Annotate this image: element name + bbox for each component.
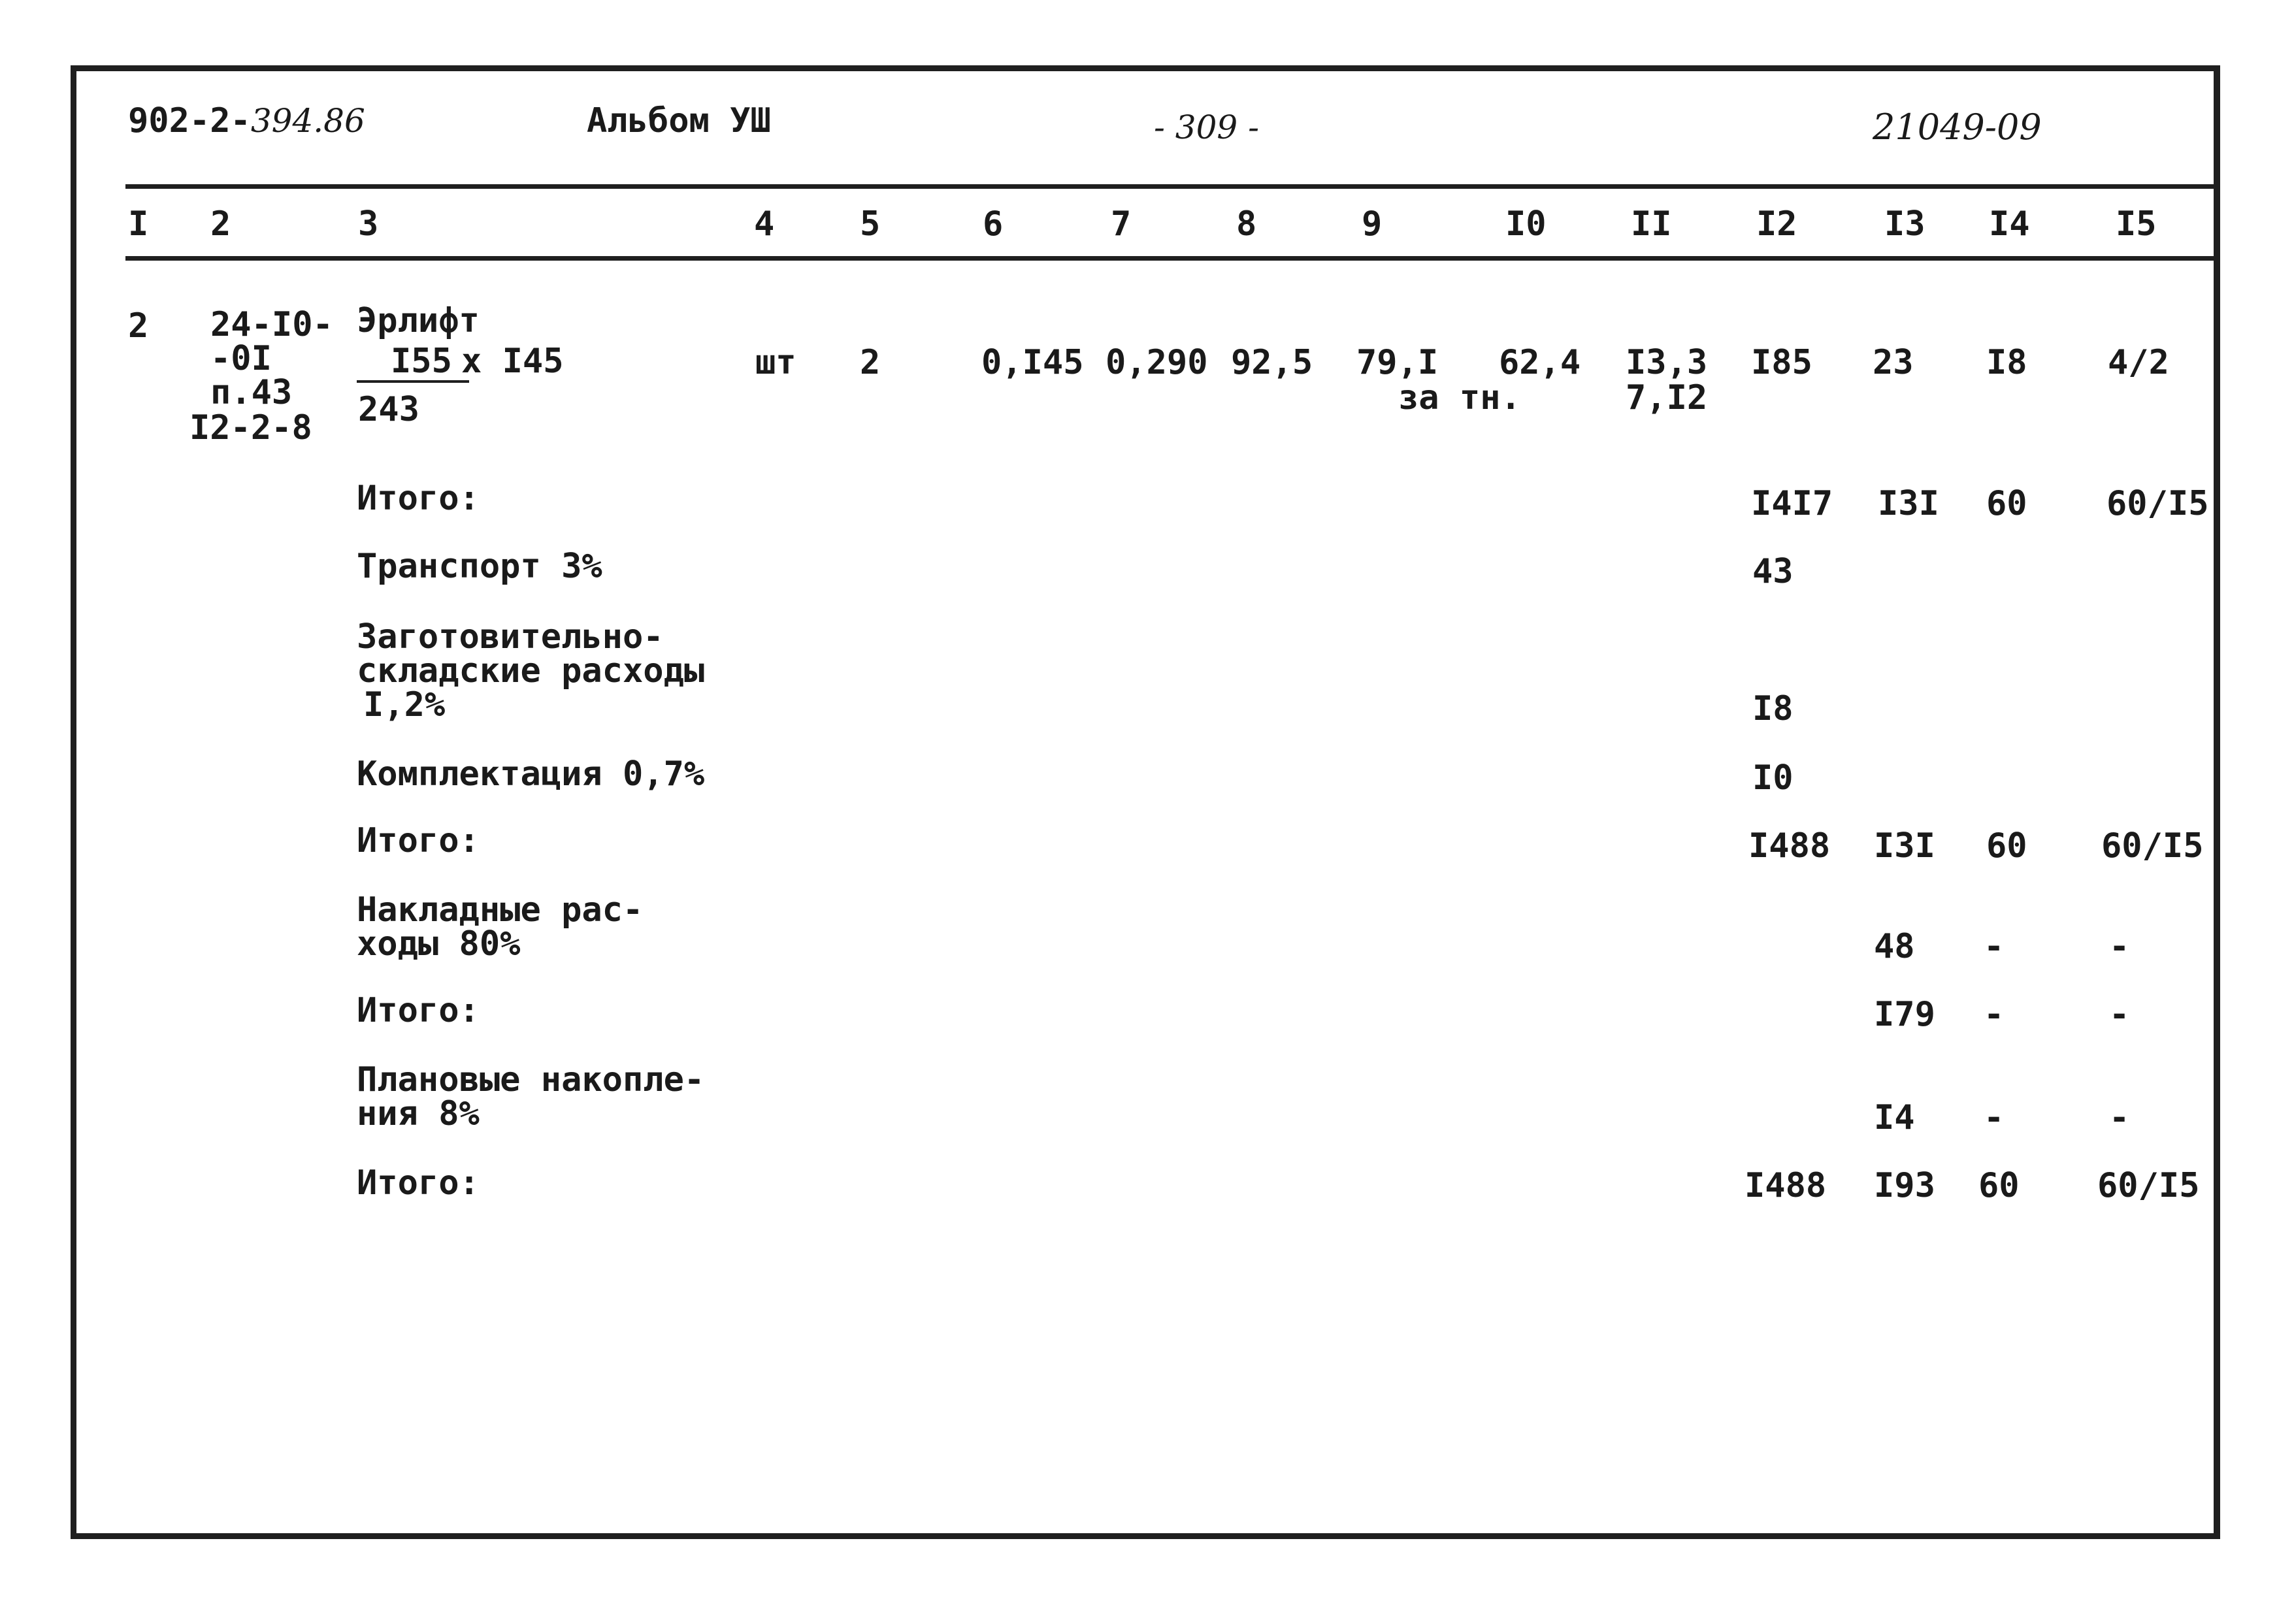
dims-tail: x I45 [461,342,564,381]
summary-label: Плановые накопле- [357,1060,705,1099]
summary-col13: I93 [1874,1166,1935,1205]
col-header: I0 [1505,204,1547,244]
doc-code-printed: 902-2- [128,101,251,140]
col-header: I4 [1989,204,2030,244]
item-code-line: 24-I0- [210,305,333,344]
summary-col12: I488 [1748,826,1831,866]
document-frame [71,65,2220,1539]
col14-value: I8 [1986,343,2027,382]
doc-code [128,102,365,140]
col15-value: 4/2 [2108,343,2169,382]
summary-label: ния 8% [357,1094,480,1133]
summary-col14: 60 [1978,1166,2020,1205]
col11-value: I3,3 [1626,343,1708,382]
item-code-line: I2-2-8 [189,408,312,447]
summary-label: Накладные рас- [357,890,644,930]
summary-label: Итого: [357,821,480,860]
col-header: I [128,204,149,244]
summary-col12: I4I7 [1751,484,1833,523]
summary-col13: I79 [1874,995,1935,1034]
column-header-rule [125,256,2216,261]
summary-label: Итого: [357,479,480,518]
col9-value: 79,I [1356,343,1439,382]
col10-value: 62,4 [1499,343,1581,382]
summary-col15: - [2109,995,2130,1034]
page-number: - 309 - [1154,108,1260,146]
col-header: 2 [210,204,231,244]
summary-col12: I0 [1752,758,1794,798]
summary-col13: I3I [1874,826,1935,866]
summary-col15: - [2109,1098,2130,1137]
summary-col12: I8 [1752,689,1794,728]
col10-note: за тн. [1398,378,1521,417]
summary-col15: 60/I5 [2097,1166,2200,1205]
summary-label: I,2% [363,685,446,724]
col-header: 6 [983,204,1004,244]
album-label: Альбом УШ [587,101,771,140]
unit: шт [755,343,796,382]
item-name: Эрлифт [357,301,480,340]
item-number: 2 [128,306,149,346]
col13-value: 23 [1873,343,1914,382]
summary-col13: I3I [1878,484,1939,523]
summary-col14: - [1984,1098,2005,1137]
col6-value: 0,I45 [981,343,1084,382]
item-code-line: п.43 [210,373,293,412]
col8-value: 92,5 [1231,343,1313,382]
summary-label: Итого: [357,991,480,1030]
col-header: 7 [1111,204,1132,244]
col-header: 3 [358,204,379,244]
header-rule [125,184,2216,189]
col-header: II [1631,204,1672,244]
summary-col12: I488 [1745,1166,1827,1205]
summary-col15: 60/I5 [2101,826,2204,866]
col-header: I3 [1884,204,1925,244]
col-header: I5 [2116,204,2157,244]
col-header: 8 [1236,204,1257,244]
col7-value: 0,290 [1106,343,1208,382]
quantity: 2 [860,343,881,382]
col11-value-2: 7,I2 [1626,378,1708,417]
summary-col14: - [1984,927,2005,966]
summary-label: ходы 80% [357,924,521,964]
summary-label: Транспорт 3% [357,547,602,586]
col-header: I2 [1756,204,1797,244]
summary-col14: 60 [1986,826,2027,866]
summary-label: Заготовительно- [357,617,664,657]
dims-numerator: I55 [357,342,469,383]
dims-denominator: 243 [358,390,419,429]
summary-label: Итого: [357,1163,480,1203]
sheet-number: 21049-09 [1873,106,2042,148]
summary-col12: 43 [1752,552,1794,591]
summary-col15: 60/I5 [2106,484,2209,523]
summary-label: Комплектация 0,7% [357,755,705,794]
doc-code-handwritten: 394.86 [250,102,365,140]
summary-col14: 60 [1986,484,2027,523]
summary-col13: I4 [1874,1098,1915,1137]
summary-label: складские расходы [357,651,705,690]
summary-col15: - [2109,927,2130,966]
col-header: 9 [1362,204,1383,244]
col-header: 5 [860,204,881,244]
item-code-line: -0I [210,339,272,378]
summary-col13: 48 [1874,927,1915,966]
col-header: 4 [754,204,775,244]
col12-value: I85 [1751,343,1812,382]
summary-col14: - [1984,995,2005,1034]
